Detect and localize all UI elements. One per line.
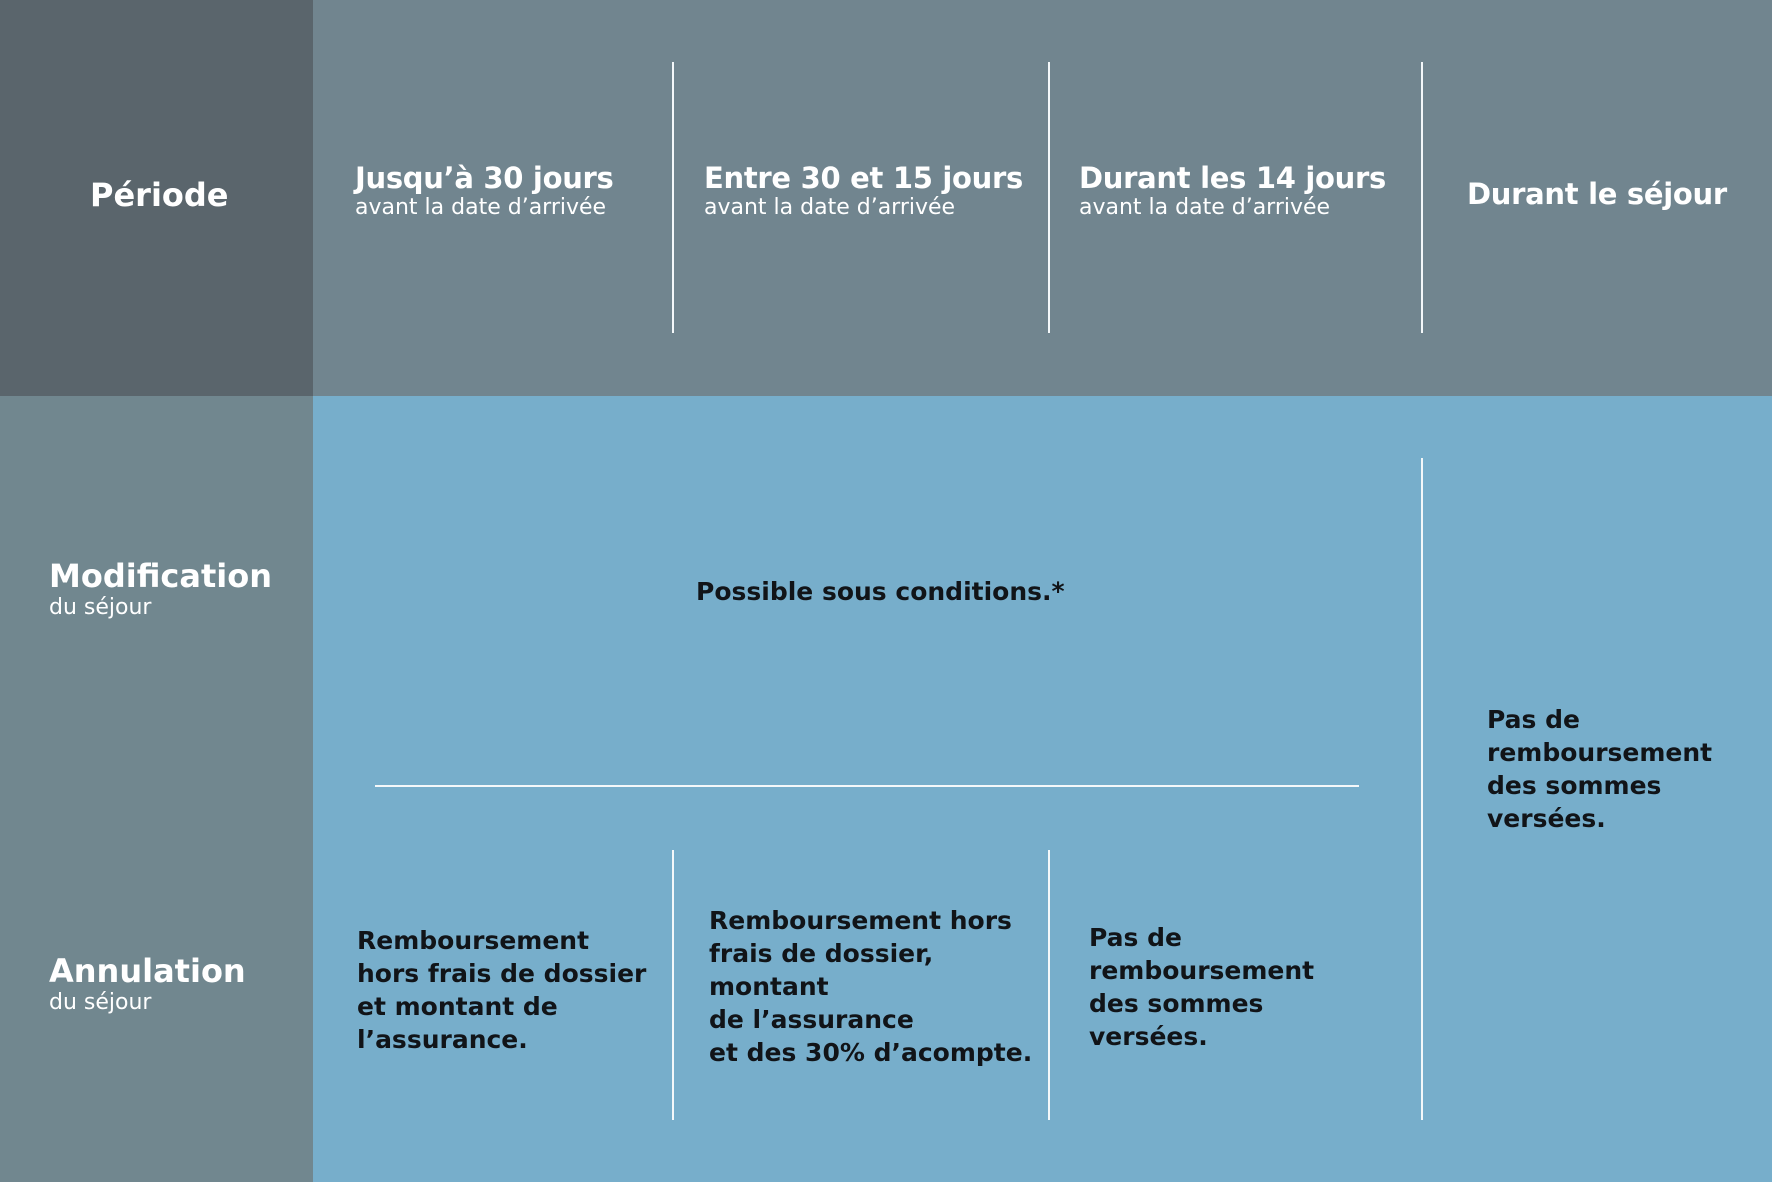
period-label: Période	[90, 176, 229, 214]
cell-line: de l’assurance	[709, 1005, 914, 1034]
row-label-column	[0, 396, 313, 1182]
annulation-divider	[1048, 850, 1050, 1120]
column-subtitle: avant la date d’arrivée	[1079, 195, 1331, 220]
annulation-cell	[1089, 921, 1314, 1053]
cell-line: l’assurance.	[357, 1025, 528, 1054]
cell-line: montant	[709, 972, 829, 1001]
cell-line: frais de dossier,	[709, 939, 934, 968]
row-title: Annulation	[49, 952, 246, 990]
column-title: Entre 30 et 15 jours	[704, 161, 1023, 195]
header-divider	[672, 62, 674, 333]
cell-line: des sommes	[1487, 771, 1662, 800]
column-header	[1079, 161, 1386, 221]
cell-line: Remboursement hors	[709, 906, 1012, 935]
row-separator	[375, 785, 1359, 787]
cell-line: Pas de	[1487, 705, 1580, 734]
cell-line: remboursement	[1089, 956, 1315, 985]
column-header	[355, 161, 614, 221]
column-header	[1467, 177, 1727, 211]
cell-line: des sommes	[1089, 989, 1264, 1018]
column-title: Durant les 14 jours	[1079, 161, 1386, 195]
annulation-cell	[709, 904, 1032, 1069]
cell-line: et des 30% d’acompte.	[709, 1038, 1033, 1067]
cell-line: Pas de	[1089, 923, 1182, 952]
row-subtitle: du séjour	[49, 595, 152, 620]
cell-line: et montant de	[357, 992, 558, 1021]
column-subtitle: avant la date d’arrivée	[704, 195, 956, 220]
row-label	[49, 558, 272, 622]
row-title: Modification	[49, 557, 273, 595]
cell-line: versées.	[1089, 1022, 1208, 1051]
header-divider	[1421, 62, 1423, 333]
modification-cell: Possible sous conditions.*	[696, 577, 1065, 606]
column-title: Durant le séjour	[1467, 177, 1727, 211]
column-title: Jusqu’à 30 jours	[355, 161, 614, 195]
cell-line: hors frais de dossier	[357, 959, 647, 988]
column-header	[704, 161, 1023, 221]
annulation-divider	[672, 850, 674, 1120]
cell-line: Remboursement	[357, 926, 590, 955]
during-stay-divider	[1421, 458, 1423, 1120]
cell-line: remboursement	[1487, 738, 1713, 767]
annulation-cell	[357, 924, 646, 1056]
row-label	[49, 953, 246, 1017]
header-divider	[1048, 62, 1050, 333]
cell-line: versées.	[1487, 804, 1606, 833]
during-stay-cell	[1487, 703, 1712, 835]
row-subtitle: du séjour	[49, 990, 152, 1015]
column-subtitle: avant la date d’arrivée	[355, 195, 607, 220]
